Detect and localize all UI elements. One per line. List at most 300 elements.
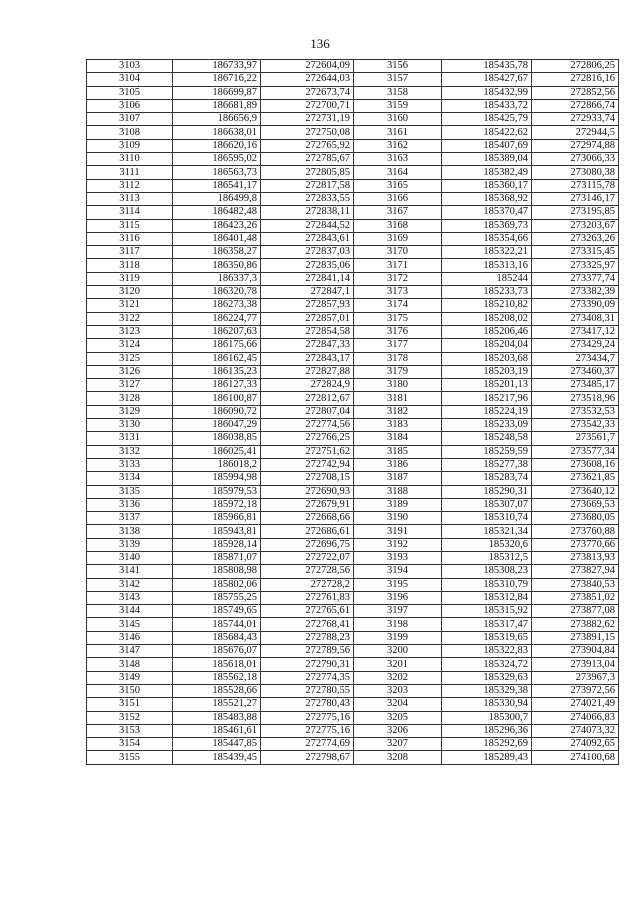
y-coordinate-left-cell: 272768,41 <box>261 618 354 631</box>
y-coordinate-right-cell: 272806,25 <box>532 60 619 73</box>
table-row <box>87 153 619 166</box>
point-number-left-cell: 3144 <box>87 605 173 618</box>
x-coordinate-right-cell: 185224,19 <box>442 405 532 418</box>
x-coordinate-left-cell: 185943,81 <box>173 525 261 538</box>
y-coordinate-left-cell: 272854,58 <box>261 325 354 338</box>
y-coordinate-left-cell: 272751,62 <box>261 445 354 458</box>
table-row <box>87 325 619 338</box>
y-coordinate-left-cell: 272742,94 <box>261 458 354 471</box>
point-number-left-cell: 3126 <box>87 365 173 378</box>
x-coordinate-left-cell: 185461,61 <box>173 724 261 737</box>
point-number-right-cell: 3196 <box>354 591 442 604</box>
y-coordinate-left-cell: 272788,23 <box>261 631 354 644</box>
coordinates-table <box>86 59 619 765</box>
y-coordinate-right-cell: 273680,05 <box>532 512 619 525</box>
x-coordinate-left-cell: 185972,18 <box>173 498 261 511</box>
y-coordinate-right-cell: 272816,16 <box>532 73 619 86</box>
x-coordinate-left-cell: 186018,2 <box>173 458 261 471</box>
point-number-right-cell: 3162 <box>354 139 442 152</box>
point-number-right-cell: 3191 <box>354 525 442 538</box>
x-coordinate-left-cell: 186482,48 <box>173 206 261 219</box>
y-coordinate-left-cell: 272731,19 <box>261 113 354 126</box>
point-number-left-cell: 3115 <box>87 219 173 232</box>
point-number-right-cell: 3189 <box>354 498 442 511</box>
table-row <box>87 565 619 578</box>
table-row <box>87 472 619 485</box>
table-row <box>87 498 619 511</box>
table-row <box>87 139 619 152</box>
point-number-right-cell: 3170 <box>354 246 442 259</box>
point-number-left-cell: 3119 <box>87 272 173 285</box>
x-coordinate-right-cell: 185233,09 <box>442 419 532 432</box>
y-coordinate-left-cell: 272785,67 <box>261 153 354 166</box>
y-coordinate-left-cell: 272833,55 <box>261 192 354 205</box>
point-number-right-cell: 3185 <box>354 445 442 458</box>
x-coordinate-right-cell: 185435,78 <box>442 60 532 73</box>
point-number-left-cell: 3106 <box>87 99 173 112</box>
y-coordinate-right-cell: 273760,88 <box>532 525 619 538</box>
y-coordinate-right-cell: 273377,74 <box>532 272 619 285</box>
y-coordinate-left-cell: 272673,74 <box>261 86 354 99</box>
y-coordinate-right-cell: 274073,32 <box>532 724 619 737</box>
point-number-left-cell: 3118 <box>87 259 173 272</box>
x-coordinate-right-cell: 185360,17 <box>442 179 532 192</box>
y-coordinate-right-cell: 273972,56 <box>532 684 619 697</box>
x-coordinate-left-cell: 186423,26 <box>173 219 261 232</box>
point-number-right-cell: 3174 <box>354 299 442 312</box>
y-coordinate-left-cell: 272835,06 <box>261 259 354 272</box>
y-coordinate-right-cell: 273066,33 <box>532 153 619 166</box>
point-number-left-cell: 3138 <box>87 525 173 538</box>
x-coordinate-left-cell: 186224,77 <box>173 312 261 325</box>
point-number-left-cell: 3125 <box>87 352 173 365</box>
y-coordinate-right-cell: 273325,97 <box>532 259 619 272</box>
point-number-right-cell: 3195 <box>354 578 442 591</box>
point-number-left-cell: 3152 <box>87 711 173 724</box>
point-number-right-cell: 3159 <box>354 99 442 112</box>
x-coordinate-left-cell: 186499,8 <box>173 192 261 205</box>
x-coordinate-right-cell: 185321,34 <box>442 525 532 538</box>
y-coordinate-right-cell: 274021,49 <box>532 698 619 711</box>
x-coordinate-left-cell: 186337,3 <box>173 272 261 285</box>
point-number-right-cell: 3194 <box>354 565 442 578</box>
x-coordinate-right-cell: 185425,79 <box>442 113 532 126</box>
y-coordinate-left-cell: 272857,01 <box>261 312 354 325</box>
x-coordinate-left-cell: 185994,98 <box>173 472 261 485</box>
table-row <box>87 738 619 751</box>
y-coordinate-left-cell: 272857,93 <box>261 299 354 312</box>
point-number-left-cell: 3124 <box>87 339 173 352</box>
y-coordinate-left-cell: 272807,04 <box>261 405 354 418</box>
x-coordinate-left-cell: 186175,66 <box>173 339 261 352</box>
y-coordinate-left-cell: 272780,43 <box>261 698 354 711</box>
table-row <box>87 618 619 631</box>
table-row <box>87 512 619 525</box>
table-row <box>87 379 619 392</box>
point-number-right-cell: 3182 <box>354 405 442 418</box>
y-coordinate-right-cell: 273532,53 <box>532 405 619 418</box>
point-number-left-cell: 3129 <box>87 405 173 418</box>
y-coordinate-right-cell: 273561,7 <box>532 432 619 445</box>
y-coordinate-right-cell: 272852,56 <box>532 86 619 99</box>
x-coordinate-left-cell: 185744,01 <box>173 618 261 631</box>
y-coordinate-right-cell: 273485,17 <box>532 379 619 392</box>
x-coordinate-left-cell: 186681,89 <box>173 99 261 112</box>
point-number-left-cell: 3113 <box>87 192 173 205</box>
point-number-left-cell: 3123 <box>87 325 173 338</box>
x-coordinate-right-cell: 185204,04 <box>442 339 532 352</box>
y-coordinate-left-cell: 272774,35 <box>261 671 354 684</box>
point-number-left-cell: 3143 <box>87 591 173 604</box>
x-coordinate-right-cell: 185217,96 <box>442 392 532 405</box>
x-coordinate-right-cell: 185307,07 <box>442 498 532 511</box>
point-number-left-cell: 3137 <box>87 512 173 525</box>
table-row <box>87 232 619 245</box>
y-coordinate-right-cell: 273877,08 <box>532 605 619 618</box>
point-number-right-cell: 3192 <box>354 538 442 551</box>
y-coordinate-left-cell: 272847,33 <box>261 339 354 352</box>
x-coordinate-right-cell: 185368,92 <box>442 192 532 205</box>
point-number-right-cell: 3167 <box>354 206 442 219</box>
point-number-left-cell: 3140 <box>87 551 173 564</box>
table-row <box>87 352 619 365</box>
x-coordinate-right-cell: 185296,36 <box>442 724 532 737</box>
y-coordinate-right-cell: 274066,83 <box>532 711 619 724</box>
point-number-left-cell: 3107 <box>87 113 173 126</box>
y-coordinate-left-cell: 272774,56 <box>261 419 354 432</box>
x-coordinate-left-cell: 186162,45 <box>173 352 261 365</box>
y-coordinate-right-cell: 273770,66 <box>532 538 619 551</box>
y-coordinate-left-cell: 272696,75 <box>261 538 354 551</box>
x-coordinate-left-cell: 186135,23 <box>173 365 261 378</box>
point-number-right-cell: 3165 <box>354 179 442 192</box>
y-coordinate-right-cell: 273608,16 <box>532 458 619 471</box>
x-coordinate-right-cell: 185308,23 <box>442 565 532 578</box>
x-coordinate-left-cell: 186100,87 <box>173 392 261 405</box>
table-row <box>87 671 619 684</box>
x-coordinate-right-cell: 185315,92 <box>442 605 532 618</box>
y-coordinate-left-cell: 272798,67 <box>261 751 354 764</box>
y-coordinate-right-cell: 273195,85 <box>532 206 619 219</box>
point-number-right-cell: 3157 <box>354 73 442 86</box>
y-coordinate-right-cell: 272866,74 <box>532 99 619 112</box>
point-number-left-cell: 3130 <box>87 419 173 432</box>
point-number-right-cell: 3158 <box>354 86 442 99</box>
x-coordinate-right-cell: 185248,58 <box>442 432 532 445</box>
y-coordinate-left-cell: 272761,83 <box>261 591 354 604</box>
x-coordinate-right-cell: 185201,13 <box>442 379 532 392</box>
point-number-right-cell: 3197 <box>354 605 442 618</box>
table-row <box>87 458 619 471</box>
table-row <box>87 60 619 73</box>
y-coordinate-left-cell: 272805,85 <box>261 166 354 179</box>
point-number-left-cell: 3153 <box>87 724 173 737</box>
y-coordinate-left-cell: 272604,09 <box>261 60 354 73</box>
table-row <box>87 166 619 179</box>
table-row <box>87 578 619 591</box>
point-number-right-cell: 3168 <box>354 219 442 232</box>
point-number-left-cell: 3132 <box>87 445 173 458</box>
table-row <box>87 99 619 112</box>
y-coordinate-left-cell: 272847,1 <box>261 286 354 299</box>
x-coordinate-left-cell: 186656,9 <box>173 113 261 126</box>
x-coordinate-left-cell: 185618,01 <box>173 658 261 671</box>
y-coordinate-right-cell: 273621,85 <box>532 472 619 485</box>
x-coordinate-left-cell: 186638,01 <box>173 126 261 139</box>
table-row <box>87 538 619 551</box>
x-coordinate-left-cell: 186699,87 <box>173 86 261 99</box>
y-coordinate-right-cell: 273840,53 <box>532 578 619 591</box>
y-coordinate-left-cell: 272728,56 <box>261 565 354 578</box>
point-number-right-cell: 3199 <box>354 631 442 644</box>
table-row <box>87 698 619 711</box>
y-coordinate-left-cell: 272775,16 <box>261 724 354 737</box>
table-row <box>87 711 619 724</box>
table-row <box>87 445 619 458</box>
y-coordinate-left-cell: 272690,93 <box>261 485 354 498</box>
x-coordinate-right-cell: 185203,19 <box>442 365 532 378</box>
y-coordinate-left-cell: 272750,08 <box>261 126 354 139</box>
y-coordinate-right-cell: 272944,5 <box>532 126 619 139</box>
x-coordinate-right-cell: 185233,73 <box>442 286 532 299</box>
y-coordinate-right-cell: 273827,94 <box>532 565 619 578</box>
point-number-left-cell: 3134 <box>87 472 173 485</box>
table-row <box>87 551 619 564</box>
y-coordinate-right-cell: 273408,31 <box>532 312 619 325</box>
y-coordinate-left-cell: 272780,55 <box>261 684 354 697</box>
y-coordinate-left-cell: 272844,52 <box>261 219 354 232</box>
x-coordinate-left-cell: 185808,98 <box>173 565 261 578</box>
x-coordinate-left-cell: 186350,86 <box>173 259 261 272</box>
y-coordinate-right-cell: 272974,88 <box>532 139 619 152</box>
point-number-right-cell: 3172 <box>354 272 442 285</box>
point-number-left-cell: 3127 <box>87 379 173 392</box>
y-coordinate-left-cell: 272774,69 <box>261 738 354 751</box>
point-number-left-cell: 3133 <box>87 458 173 471</box>
x-coordinate-right-cell: 185208,02 <box>442 312 532 325</box>
point-number-left-cell: 3104 <box>87 73 173 86</box>
point-number-left-cell: 3114 <box>87 206 173 219</box>
x-coordinate-left-cell: 186047,29 <box>173 419 261 432</box>
y-coordinate-right-cell: 273315,45 <box>532 246 619 259</box>
y-coordinate-right-cell: 273080,38 <box>532 166 619 179</box>
y-coordinate-right-cell: 273115,78 <box>532 179 619 192</box>
point-number-left-cell: 3136 <box>87 498 173 511</box>
table-row <box>87 724 619 737</box>
y-coordinate-right-cell: 273518,96 <box>532 392 619 405</box>
y-coordinate-left-cell: 272838,11 <box>261 206 354 219</box>
x-coordinate-right-cell: 185324,72 <box>442 658 532 671</box>
x-coordinate-right-cell: 185389,04 <box>442 153 532 166</box>
x-coordinate-right-cell: 185354,66 <box>442 232 532 245</box>
table-row <box>87 684 619 697</box>
y-coordinate-left-cell: 272843,17 <box>261 352 354 365</box>
point-number-left-cell: 3147 <box>87 645 173 658</box>
y-coordinate-right-cell: 273429,24 <box>532 339 619 352</box>
point-number-left-cell: 3145 <box>87 618 173 631</box>
point-number-left-cell: 3149 <box>87 671 173 684</box>
x-coordinate-left-cell: 186595,02 <box>173 153 261 166</box>
y-coordinate-right-cell: 273913,04 <box>532 658 619 671</box>
point-number-left-cell: 3111 <box>87 166 173 179</box>
point-number-right-cell: 3206 <box>354 724 442 737</box>
point-number-right-cell: 3188 <box>354 485 442 498</box>
point-number-right-cell: 3186 <box>354 458 442 471</box>
table-row <box>87 658 619 671</box>
x-coordinate-right-cell: 185320,6 <box>442 538 532 551</box>
x-coordinate-left-cell: 185928,14 <box>173 538 261 551</box>
x-coordinate-left-cell: 186038,85 <box>173 432 261 445</box>
y-coordinate-right-cell: 273434,7 <box>532 352 619 365</box>
y-coordinate-left-cell: 272700,71 <box>261 99 354 112</box>
point-number-left-cell: 3110 <box>87 153 173 166</box>
x-coordinate-left-cell: 185684,43 <box>173 631 261 644</box>
y-coordinate-left-cell: 272686,61 <box>261 525 354 538</box>
table-row <box>87 272 619 285</box>
page-number: 136 <box>310 36 330 51</box>
y-coordinate-left-cell: 272722,07 <box>261 551 354 564</box>
x-coordinate-right-cell: 185317,47 <box>442 618 532 631</box>
x-coordinate-left-cell: 185447,85 <box>173 738 261 751</box>
y-coordinate-left-cell: 272817,58 <box>261 179 354 192</box>
x-coordinate-left-cell: 186090,72 <box>173 405 261 418</box>
point-number-left-cell: 3141 <box>87 565 173 578</box>
y-coordinate-left-cell: 272766,25 <box>261 432 354 445</box>
point-number-left-cell: 3108 <box>87 126 173 139</box>
point-number-left-cell: 3128 <box>87 392 173 405</box>
point-number-right-cell: 3183 <box>354 419 442 432</box>
point-number-right-cell: 3176 <box>354 325 442 338</box>
y-coordinate-left-cell: 272775,16 <box>261 711 354 724</box>
table-row <box>87 405 619 418</box>
y-coordinate-right-cell: 273263,26 <box>532 232 619 245</box>
y-coordinate-left-cell: 272812,67 <box>261 392 354 405</box>
table-row <box>87 86 619 99</box>
y-coordinate-right-cell: 273460,37 <box>532 365 619 378</box>
x-coordinate-right-cell: 185290,31 <box>442 485 532 498</box>
point-number-left-cell: 3154 <box>87 738 173 751</box>
point-number-right-cell: 3187 <box>354 472 442 485</box>
x-coordinate-left-cell: 186273,38 <box>173 299 261 312</box>
point-number-right-cell: 3200 <box>354 645 442 658</box>
x-coordinate-left-cell: 185521,27 <box>173 698 261 711</box>
y-coordinate-left-cell: 272644,03 <box>261 73 354 86</box>
y-coordinate-left-cell: 272765,61 <box>261 605 354 618</box>
x-coordinate-right-cell: 185312,5 <box>442 551 532 564</box>
y-coordinate-left-cell: 272843,61 <box>261 232 354 245</box>
point-number-right-cell: 3201 <box>354 658 442 671</box>
y-coordinate-right-cell: 273851,02 <box>532 591 619 604</box>
x-coordinate-right-cell: 185382,49 <box>442 166 532 179</box>
point-number-right-cell: 3177 <box>354 339 442 352</box>
point-number-left-cell: 3155 <box>87 751 173 764</box>
point-number-left-cell: 3135 <box>87 485 173 498</box>
point-number-left-cell: 3120 <box>87 286 173 299</box>
x-coordinate-right-cell: 185283,74 <box>442 472 532 485</box>
point-number-left-cell: 3116 <box>87 232 173 245</box>
point-number-right-cell: 3207 <box>354 738 442 751</box>
point-number-left-cell: 3103 <box>87 60 173 73</box>
x-coordinate-left-cell: 185439,45 <box>173 751 261 764</box>
point-number-right-cell: 3179 <box>354 365 442 378</box>
y-coordinate-right-cell: 273203,67 <box>532 219 619 232</box>
y-coordinate-left-cell: 272789,56 <box>261 645 354 658</box>
point-number-right-cell: 3193 <box>354 551 442 564</box>
x-coordinate-left-cell: 186358,27 <box>173 246 261 259</box>
point-number-right-cell: 3202 <box>354 671 442 684</box>
y-coordinate-right-cell: 273640,12 <box>532 485 619 498</box>
point-number-left-cell: 3148 <box>87 658 173 671</box>
y-coordinate-left-cell: 272837,03 <box>261 246 354 259</box>
x-coordinate-left-cell: 185749,65 <box>173 605 261 618</box>
x-coordinate-right-cell: 185210,82 <box>442 299 532 312</box>
x-coordinate-right-cell: 185292,69 <box>442 738 532 751</box>
table-row <box>87 339 619 352</box>
y-coordinate-left-cell: 272679,91 <box>261 498 354 511</box>
coordinates-table-body <box>87 60 619 765</box>
point-number-right-cell: 3208 <box>354 751 442 764</box>
table-row <box>87 206 619 219</box>
x-coordinate-right-cell: 185289,43 <box>442 751 532 764</box>
x-coordinate-right-cell: 185206,46 <box>442 325 532 338</box>
table-row <box>87 299 619 312</box>
table-row <box>87 219 619 232</box>
x-coordinate-right-cell: 185319,65 <box>442 631 532 644</box>
point-number-left-cell: 3122 <box>87 312 173 325</box>
point-number-left-cell: 3142 <box>87 578 173 591</box>
point-number-right-cell: 3203 <box>354 684 442 697</box>
point-number-right-cell: 3205 <box>354 711 442 724</box>
x-coordinate-right-cell: 185313,16 <box>442 259 532 272</box>
point-number-right-cell: 3169 <box>354 232 442 245</box>
x-coordinate-right-cell: 185312,84 <box>442 591 532 604</box>
x-coordinate-left-cell: 186127,33 <box>173 379 261 392</box>
point-number-left-cell: 3112 <box>87 179 173 192</box>
table-row <box>87 259 619 272</box>
y-coordinate-right-cell: 274100,68 <box>532 751 619 764</box>
x-coordinate-right-cell: 185203,68 <box>442 352 532 365</box>
point-number-right-cell: 3184 <box>354 432 442 445</box>
x-coordinate-right-cell: 185369,73 <box>442 219 532 232</box>
y-coordinate-right-cell: 274092,65 <box>532 738 619 751</box>
y-coordinate-right-cell: 273669,53 <box>532 498 619 511</box>
x-coordinate-left-cell: 185483,88 <box>173 711 261 724</box>
x-coordinate-left-cell: 186716,22 <box>173 73 261 86</box>
point-number-right-cell: 3156 <box>354 60 442 73</box>
y-coordinate-right-cell: 273542,33 <box>532 419 619 432</box>
point-number-left-cell: 3139 <box>87 538 173 551</box>
y-coordinate-right-cell: 273904,84 <box>532 645 619 658</box>
table-row <box>87 419 619 432</box>
table-row <box>87 591 619 604</box>
point-number-left-cell: 3121 <box>87 299 173 312</box>
y-coordinate-right-cell: 273882,62 <box>532 618 619 631</box>
table-row <box>87 392 619 405</box>
x-coordinate-left-cell: 186541,17 <box>173 179 261 192</box>
point-number-right-cell: 3173 <box>354 286 442 299</box>
y-coordinate-left-cell: 272668,66 <box>261 512 354 525</box>
x-coordinate-left-cell: 186401,48 <box>173 232 261 245</box>
table-row <box>87 246 619 259</box>
point-number-right-cell: 3163 <box>354 153 442 166</box>
y-coordinate-left-cell: 272827,88 <box>261 365 354 378</box>
table-row <box>87 113 619 126</box>
x-coordinate-left-cell: 186563,73 <box>173 166 261 179</box>
table-row <box>87 645 619 658</box>
x-coordinate-left-cell: 186620,16 <box>173 139 261 152</box>
table-row <box>87 365 619 378</box>
x-coordinate-right-cell: 185322,21 <box>442 246 532 259</box>
